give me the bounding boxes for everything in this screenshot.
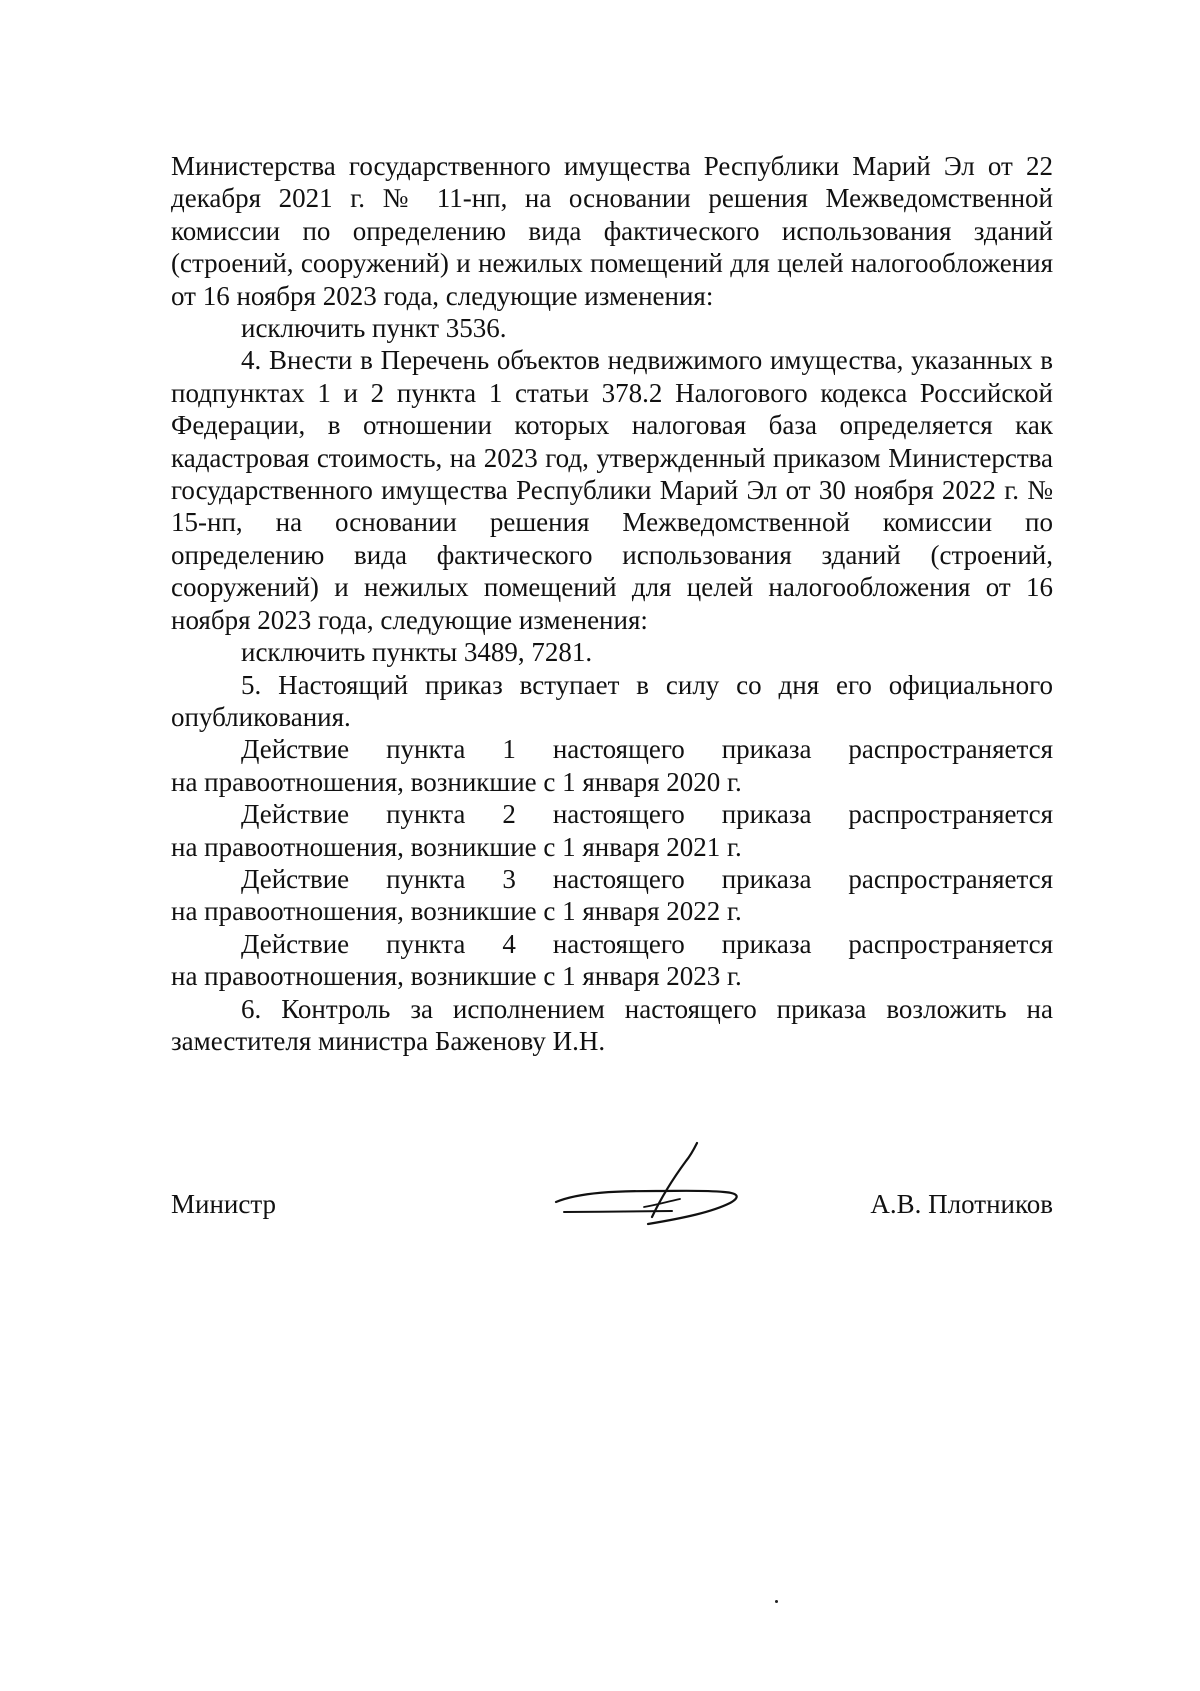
paragraph-effect-1-line-1: Действие пункта 1 настоящего приказа распространяется bbox=[241, 734, 1053, 765]
paragraph-effect-4-line-2: на правоотношения, возникшие с 1 января 2023 г. bbox=[171, 961, 742, 992]
paragraph-effect-2-line-1: Действие пункта 2 настоящего приказа распространяется bbox=[241, 799, 1053, 830]
scan-speck bbox=[775, 1600, 778, 1603]
handwritten-signature bbox=[548, 1131, 748, 1231]
paragraph-effect-1-line-2: на правоотношения, возникшие с 1 января 2020 г. bbox=[171, 766, 742, 797]
signatory-name: А.В. Плотников bbox=[870, 1189, 1053, 1219]
paragraph-changes-intro: Министерства государственного имущества Республики Марий Эл от 22 декабря 2021 г. № 11-нп, на основании решения Межведомственной комиссии по определению вида фактического использования зданий (строений, сооружений) и нежилых помещений для целей налогообложения от 16 ноября 2023 года, следующие изменения: bbox=[171, 151, 1053, 311]
paragraph-exclude-3489-7281: исключить пункты 3489, 7281. bbox=[241, 637, 593, 668]
paragraph-item-4: 4. Внести в Перечень объектов недвижимого имущества, указанных в подпунктах 1 и 2 пункта 1 статьи 378.2 Налогового кодекса Российской Федерации, в отношении которых налоговая база определяется как кадастровая стоимость, на 2023 год, утвержденный приказом Министерства государственного имущества Республики Марий Эл от 30 ноября 2022 г. № 15-нп, на основании решения Межведомственной комиссии по определению вида фактического использования зданий (строений, сооружений) и нежилых помещений для целей налогообложения от 16 ноября 2023 года, следующие изменения: bbox=[171, 345, 1053, 635]
paragraph-exclude-3536: исключить пункт 3536. bbox=[241, 313, 507, 344]
paragraph-effect-2-line-2: на правоотношения, возникшие с 1 января 2021 г. bbox=[171, 831, 742, 862]
paragraph-item-6: 6. Контроль за исполнением настоящего приказа возложить на заместителя министра Баженову И.Н. bbox=[171, 993, 1053, 1056]
paragraph-effect-4-line-1: Действие пункта 4 настоящего приказа распространяется bbox=[241, 928, 1053, 959]
document-body bbox=[171, 150, 1053, 1057]
signatory-title: Министр bbox=[171, 1189, 276, 1219]
paragraph-effect-3-line-2: на правоотношения, возникшие с 1 января 2022 г. bbox=[171, 896, 742, 927]
paragraph-item-5: 5. Настоящий приказ вступает в силу со дня его официального опубликования. bbox=[171, 669, 1053, 732]
paragraph-effect-3-line-1: Действие пункта 3 настоящего приказа распространяется bbox=[241, 863, 1053, 894]
signature-block bbox=[171, 1175, 1053, 1255]
